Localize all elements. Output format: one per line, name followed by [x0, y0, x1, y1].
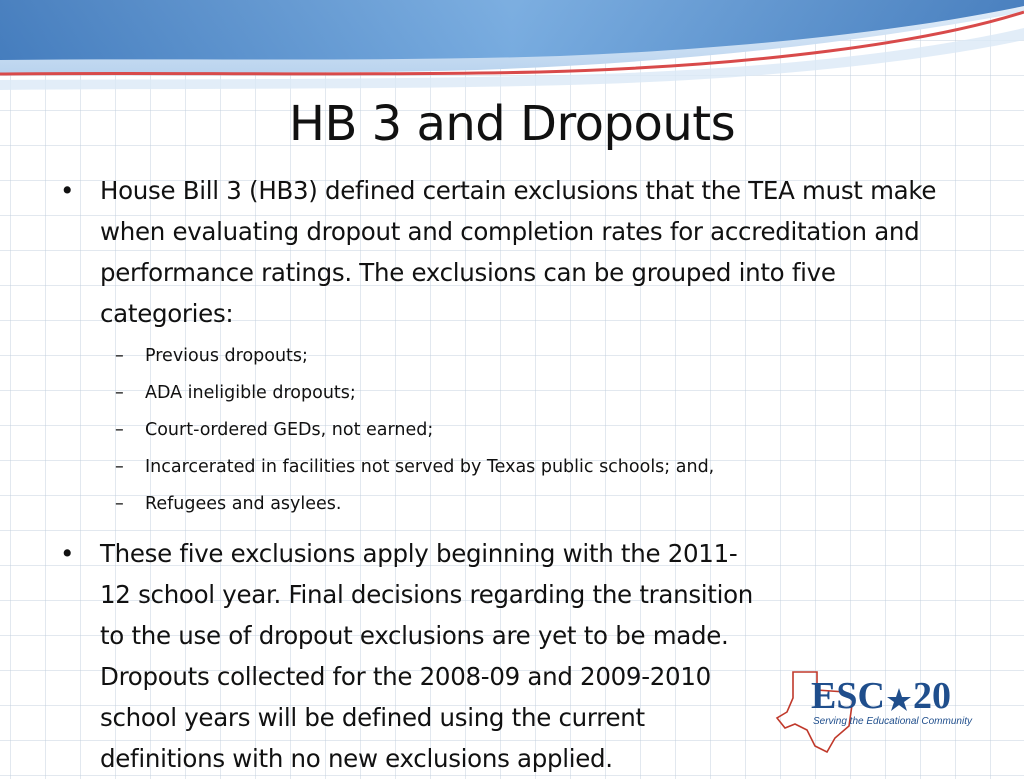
list-item-text: Previous dropouts; — [145, 346, 308, 366]
bullet-item — [60, 170, 970, 334]
header-wave-banner — [0, 0, 1024, 110]
bullet-symbol: • — [60, 539, 75, 568]
bullet-text: These five exclusions apply beginning with the 2011-12 school year. Final decisions regarding the transition to the use of dropout exclusions are yet to be made. Dropouts collected for the 2008-09 and 2009-2010 school years will be defined using the current definitions with no new exclusions applied. — [100, 539, 754, 773]
list-item — [60, 486, 970, 523]
logo-tagline: Serving the Educational Community — [813, 716, 972, 727]
dash-symbol: – — [115, 457, 124, 477]
list-item — [60, 338, 970, 375]
bullet-text: House Bill 3 (HB3) defined certain exclusions that the TEA must make when evaluating dropout and completion rates for accreditation and performance ratings. The exclusions can be grouped into five categories: — [100, 176, 937, 328]
list-item-text: ADA ineligible dropouts; — [145, 383, 356, 403]
star-icon — [887, 688, 911, 711]
exclusion-categories-list — [60, 338, 970, 523]
slide-title: HB 3 and Dropouts — [288, 96, 736, 152]
dash-symbol: – — [115, 494, 124, 514]
list-item-text: Court-ordered GEDs, not earned; — [145, 420, 434, 440]
dash-symbol: – — [115, 420, 124, 440]
logo-name: ESC — [811, 675, 885, 717]
bullet-symbol: • — [60, 176, 75, 205]
dash-symbol: – — [115, 346, 124, 366]
list-item — [60, 412, 970, 449]
list-item-text: Refugees and asylees. — [145, 494, 342, 514]
list-item — [60, 449, 970, 486]
list-item-text: Incarcerated in facilities not served by Texas public schools; and, — [145, 457, 715, 477]
dash-symbol: – — [115, 383, 124, 403]
esc20-logo — [775, 668, 1005, 753]
logo-number: 20 — [913, 675, 951, 717]
list-item — [60, 375, 970, 412]
